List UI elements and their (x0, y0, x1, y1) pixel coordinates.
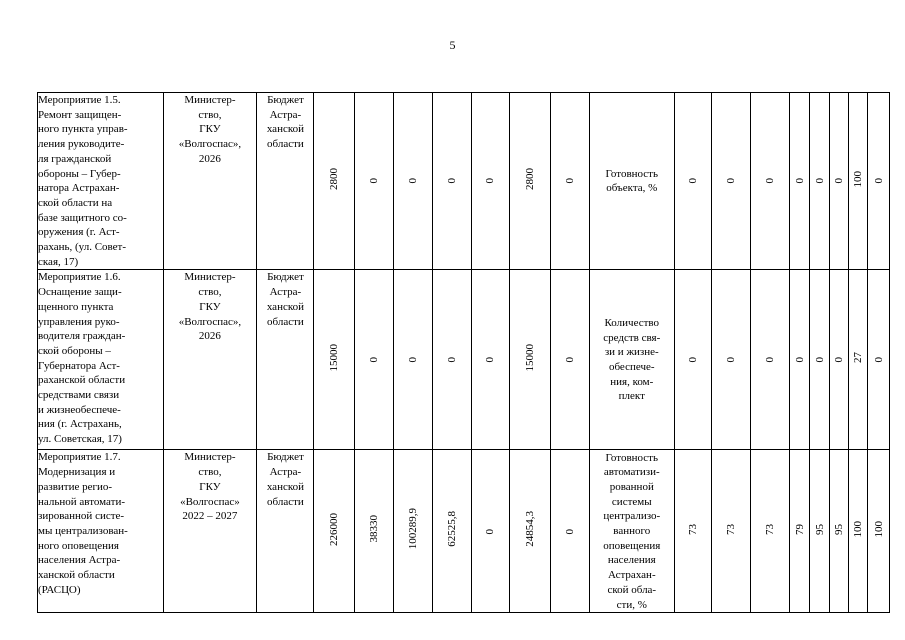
text-line: Астра- (269, 286, 302, 299)
text-line: ской области на (38, 196, 113, 209)
indicator-value: 0 (725, 357, 738, 363)
text-line: населения Астра- (38, 554, 121, 567)
text-line: ГКУ (199, 480, 221, 493)
executor-cell (163, 450, 257, 613)
indicator-value: 73 (725, 523, 738, 535)
text-line: Министер- (184, 271, 236, 284)
indicator-value-cell (674, 93, 712, 270)
indicator-value: 0 (832, 357, 845, 363)
text-line: (РАСЦО) (38, 583, 81, 596)
indicator-value-cell (849, 93, 868, 270)
measures-table (37, 92, 890, 613)
text-line: и жизнеобеспече- (38, 403, 121, 416)
indicator-value: 73 (687, 523, 699, 535)
text-line: ство, (198, 108, 222, 121)
indicator-value-cell (674, 450, 712, 613)
text-line: ханской (266, 300, 305, 313)
amount-cell (355, 270, 394, 450)
table-row (38, 450, 890, 613)
indicator-value: 100 (852, 170, 865, 188)
text-line: Ремонт защищен- (38, 108, 122, 121)
amount-value: 24854,3 (524, 511, 537, 547)
amount-value: 2800 (328, 167, 341, 190)
amount-cell (551, 93, 590, 270)
text-line: Мероприятие 1.6. (38, 271, 121, 284)
text-line: зированной систе- (38, 510, 125, 523)
funding-source-cell (257, 270, 314, 450)
amount-value: 0 (564, 528, 577, 535)
indicator-value: 0 (813, 178, 826, 184)
text-line: мы централизован- (38, 524, 128, 537)
amount-value: 0 (484, 357, 497, 363)
indicator-value-cell (674, 270, 712, 450)
text-line: Губернатора Аст- (38, 359, 120, 372)
indicator-value: 0 (687, 357, 699, 363)
amount-cell (394, 270, 433, 450)
indicator-value-cell (849, 270, 868, 450)
amount-value: 38330 (368, 515, 381, 543)
amount-cell (471, 270, 510, 450)
amount-cell (471, 93, 510, 270)
indicator-value: 0 (813, 357, 826, 363)
text-line: ская, 17) (38, 255, 79, 268)
text-line: ханской (266, 480, 305, 493)
text-line: Модернизация и (38, 466, 116, 479)
text-line: области (267, 138, 304, 151)
text-line: управления руко- (38, 315, 120, 328)
text-line: средствами связи (38, 389, 120, 402)
text-line: оружения (г. Аст- (38, 226, 120, 239)
amount-value: 0 (445, 357, 458, 363)
measure-description (38, 93, 164, 270)
text-line: ля гражданской (38, 152, 112, 165)
indicator-value-cell (829, 450, 848, 613)
indicator-value-cell (829, 93, 848, 270)
indicator-cell (589, 450, 674, 613)
amount-value: 0 (564, 178, 577, 184)
text-line: автоматизи- (603, 466, 660, 479)
indicator-value: 0 (872, 178, 885, 184)
text-line: ской обла- (607, 583, 657, 596)
amount-value: 0 (564, 357, 577, 363)
amount-cell (355, 93, 394, 270)
amount-cell (432, 93, 471, 270)
text-line: ного оповещения (38, 539, 119, 552)
text-line: нальной автомати- (38, 495, 125, 508)
indicator-value-cell (751, 270, 790, 450)
text-line: Мероприятие 1.5. (38, 94, 121, 106)
text-line: зи и жизне- (604, 346, 659, 359)
amount-cell (314, 270, 355, 450)
text-line: базе защитного со- (38, 211, 127, 224)
indicator-value-cell (829, 270, 848, 450)
text-line: щенного пункта (38, 300, 114, 313)
amount-value: 100289,9 (406, 508, 419, 550)
text-line: 2026 (198, 330, 221, 343)
text-line: «Волгоспас» (180, 495, 240, 508)
indicator-value: 79 (793, 523, 806, 535)
indicator-value: 0 (687, 178, 699, 184)
indicator-value-cell (751, 93, 790, 270)
text-line: Количество (604, 316, 660, 329)
text-line: ния, ком- (610, 375, 654, 388)
executor-cell (163, 270, 257, 450)
amount-value: 15000 (524, 343, 537, 372)
text-line: объекта, % (606, 182, 658, 195)
text-line: ГКУ (199, 123, 221, 136)
executor-cell (163, 93, 257, 270)
text-line: Готовность (605, 167, 659, 180)
table-row (38, 270, 890, 450)
amount-cell (510, 450, 551, 613)
text-line: ханской области (38, 569, 115, 582)
text-line: населения (607, 554, 656, 567)
text-line: централизо- (603, 510, 661, 523)
amount-value: 226000 (328, 512, 341, 546)
text-line: Астра- (269, 108, 302, 121)
text-line: ство, (198, 466, 222, 479)
text-line: развитие регио- (38, 480, 113, 493)
indicator-value: 0 (764, 357, 777, 363)
text-line: ного пункта управ- (38, 123, 128, 136)
amount-cell (471, 450, 510, 613)
text-line: «Волгоспас», (178, 315, 242, 328)
text-line: раханской области (38, 374, 126, 387)
amount-cell (314, 93, 355, 270)
amount-value: 0 (406, 178, 419, 184)
indicator-value: 27 (852, 352, 865, 364)
indicator-value: 95 (832, 523, 845, 535)
indicator-value-cell (712, 270, 751, 450)
text-line: средств свя- (603, 331, 661, 344)
text-line: Астрахан- (607, 569, 656, 582)
text-line: обороны – Губер- (38, 167, 121, 180)
indicator-value-cell (810, 270, 829, 450)
text-line: ния (г. Астрахань, (38, 418, 122, 431)
text-line: ской обороны – (38, 344, 111, 357)
indicator-value: 95 (813, 523, 826, 535)
text-line: системы (611, 495, 652, 508)
page-number: 5 (449, 38, 456, 52)
indicator-value-cell (868, 93, 890, 270)
text-line: водителя граждан- (38, 330, 126, 343)
measure-description (38, 270, 164, 450)
text-line: обеспече- (608, 360, 655, 373)
indicator-value-cell (810, 450, 829, 613)
indicator-value-cell (712, 93, 751, 270)
text-line: сти, % (616, 598, 647, 611)
indicator-value-cell (789, 93, 809, 270)
amount-cell (314, 450, 355, 613)
text-line: Готовность (605, 451, 659, 464)
text-line: ханской (266, 123, 305, 136)
text-line: «Волгоспас», (178, 138, 242, 151)
amount-value: 0 (368, 178, 381, 184)
indicator-value-cell (849, 450, 868, 613)
text-line: оповещения (603, 539, 661, 552)
text-line: плект (618, 390, 645, 403)
text-line: ул. Советская, 17) (38, 433, 122, 446)
amount-cell (355, 450, 394, 613)
amount-value: 0 (445, 178, 458, 184)
amount-cell (510, 270, 551, 450)
amount-cell (432, 270, 471, 450)
text-line: ГКУ (199, 300, 221, 313)
indicator-value: 0 (725, 178, 738, 184)
text-line: натора Астрахан- (38, 182, 120, 195)
text-line: ство, (198, 286, 222, 299)
indicator-value-cell (868, 450, 890, 613)
text-line: 2026 (198, 152, 221, 165)
amount-cell (432, 450, 471, 613)
indicator-value-cell (868, 270, 890, 450)
indicator-value: 100 (852, 520, 865, 538)
text-line: Министер- (184, 451, 236, 464)
amount-value: 62525,8 (445, 511, 458, 547)
text-line: Министер- (184, 94, 236, 106)
text-line: Бюджет (267, 271, 304, 284)
amount-value: 0 (484, 178, 497, 184)
table-row (38, 93, 890, 270)
amount-value: 2800 (524, 167, 537, 190)
text-line: ванного (613, 525, 651, 538)
text-line: Бюджет (267, 94, 304, 106)
indicator-value: 0 (832, 178, 845, 184)
indicator-value-cell (789, 270, 809, 450)
amount-cell (394, 93, 433, 270)
text-line: Бюджет (267, 451, 304, 464)
amount-value: 0 (406, 357, 419, 363)
indicator-value: 73 (764, 523, 777, 535)
funding-source-cell (257, 450, 314, 613)
amount-cell (510, 93, 551, 270)
table-body (38, 93, 890, 613)
amount-value: 15000 (328, 343, 341, 372)
indicator-value: 0 (793, 178, 806, 184)
text-line: области (267, 495, 304, 508)
amount-cell (551, 450, 590, 613)
indicator-value-cell (789, 450, 809, 613)
indicator-value-cell (751, 450, 790, 613)
indicator-value: 0 (872, 357, 885, 363)
indicator-cell (589, 270, 674, 450)
funding-source-cell (257, 93, 314, 270)
indicator-cell (589, 93, 674, 270)
indicator-value: 100 (872, 520, 885, 538)
text-line: области (267, 315, 304, 328)
text-line: рованной (609, 480, 654, 493)
indicator-value-cell (810, 93, 829, 270)
indicator-value: 0 (793, 357, 806, 363)
text-line: рахань, (ул. Совет- (38, 241, 127, 254)
text-line: 2022 – 2027 (182, 510, 238, 523)
measure-description (38, 450, 164, 613)
text-line: Астра- (269, 466, 302, 479)
text-line: Оснащение защи- (38, 286, 122, 299)
text-line: Мероприятие 1.7. (38, 451, 121, 464)
amount-cell (551, 270, 590, 450)
indicator-value: 0 (764, 178, 777, 184)
indicator-value-cell (712, 450, 751, 613)
text-line: ления руководите- (38, 138, 125, 151)
amount-cell (394, 450, 433, 613)
amount-value: 0 (368, 357, 381, 363)
amount-value: 0 (484, 528, 497, 535)
